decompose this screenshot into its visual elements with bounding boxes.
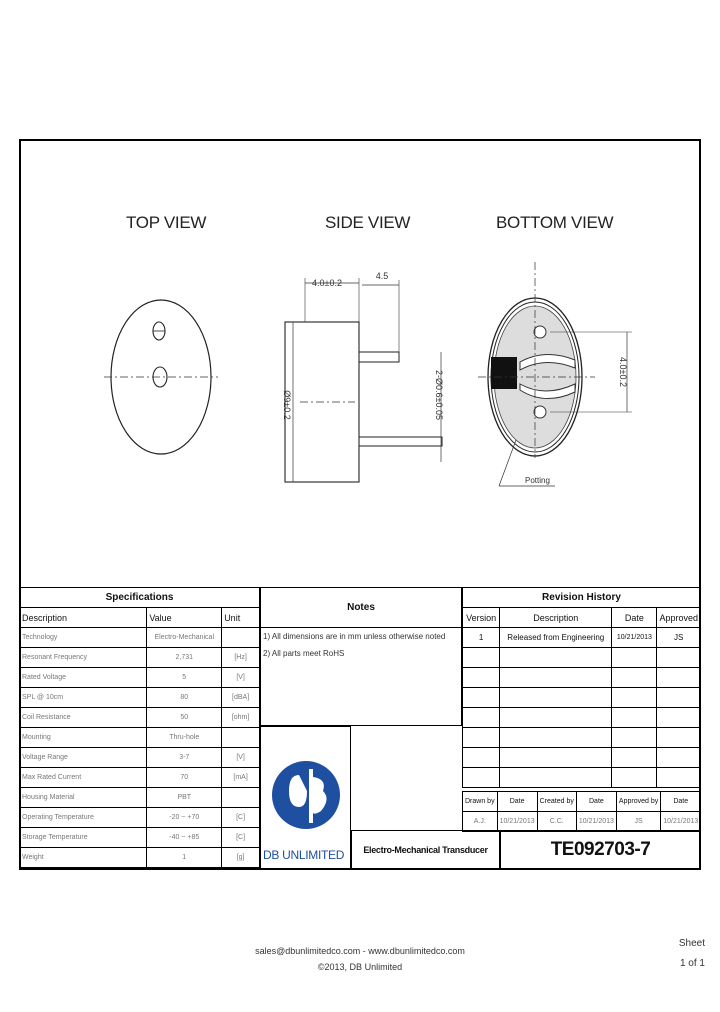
- top-view-title: TOP VIEW: [126, 213, 207, 232]
- created-date: 10/21/2013: [576, 812, 616, 832]
- table-row: Weight 1 [g]: [20, 848, 260, 868]
- dim-pitch: 4.0±0.2: [618, 357, 628, 387]
- table-row: [463, 688, 701, 708]
- table-row: Operating Temperature -20 ~ +70 [C]: [20, 808, 260, 828]
- table-row: Technology Electro-Mechanical: [20, 628, 260, 648]
- signoff-table: [462, 791, 701, 832]
- rev-col-approved: Approved: [657, 608, 701, 628]
- revision-history-table: [462, 587, 701, 788]
- table-row: [463, 728, 701, 748]
- approved-date-label: Date: [661, 792, 701, 812]
- table-row: Resonant Frequency 2,731 [Hz]: [20, 648, 260, 668]
- approved-by: JS: [616, 812, 660, 832]
- drawn-date: 10/21/2013: [497, 812, 537, 832]
- created-by: C.C.: [537, 812, 576, 832]
- table-row: Coil Resistance 50 [ohm]: [20, 708, 260, 728]
- notes-title: Notes: [261, 588, 461, 628]
- table-row: Rated Voltage 5 [V]: [20, 668, 260, 688]
- revision-title: Revision History: [463, 588, 701, 608]
- rev-col-description: Description: [500, 608, 612, 628]
- drawn-by-label: Drawn by: [463, 792, 498, 812]
- top-view-drawing: [104, 300, 218, 454]
- spec-col-description: Description: [20, 608, 147, 628]
- bottom-view-drawing: [478, 262, 632, 486]
- footer-contact: sales@dbunlimitedco.com - www.dbunlimitedco.com: [255, 946, 465, 956]
- created-date-label: Date: [576, 792, 616, 812]
- footer-copyright: ©2013, DB Unlimited: [317, 962, 403, 972]
- dim-width-2: 4.5: [375, 271, 389, 281]
- part-number: TE092703-7: [500, 830, 701, 870]
- created-by-label: Created by: [537, 792, 576, 812]
- table-row: Max Rated Current 70 [mA]: [20, 768, 260, 788]
- approved-by-label: Approved by: [616, 792, 660, 812]
- spec-col-unit: Unit: [222, 608, 260, 628]
- logo-panel: [260, 726, 351, 870]
- table-row: 1 Released from Engineering 10/21/2013 JS: [463, 628, 701, 648]
- approved-date: 10/21/2013: [661, 812, 701, 832]
- table-row: [463, 708, 701, 728]
- table-row: Voltage Range 3-7 [V]: [20, 748, 260, 768]
- note-item: 2) All parts meet RoHS: [263, 649, 345, 658]
- specifications-table: [19, 587, 260, 868]
- rev-col-version: Version: [463, 608, 500, 628]
- specifications-title: Specifications: [20, 588, 260, 608]
- potting-label: Potting: [525, 476, 550, 485]
- table-row: [463, 668, 701, 688]
- table-row: [463, 648, 701, 668]
- logo-text: DB UNLIMITED: [263, 848, 345, 862]
- table-row: SPL @ 10cm 80 [dBA]: [20, 688, 260, 708]
- dim-width-1: 4.0±0.2: [312, 278, 342, 288]
- notes-panel: [260, 587, 462, 726]
- spec-col-value: Value: [147, 608, 222, 628]
- table-row: [463, 748, 701, 768]
- side-view-drawing: [282, 271, 444, 482]
- dim-pin: 2-Ø0.6±0.05: [434, 370, 444, 420]
- bottom-view-title: BOTTOM VIEW: [496, 213, 614, 232]
- table-row: [463, 768, 701, 788]
- product-name: Electro-Mechanical Transducer: [351, 830, 500, 870]
- drawn-date-label: Date: [497, 792, 537, 812]
- sheet-value: 1 of 1: [679, 958, 705, 969]
- drawn-by: A.J.: [463, 812, 498, 832]
- table-row: Housing Material PBT: [20, 788, 260, 808]
- side-view-title: SIDE VIEW: [325, 213, 411, 232]
- note-item: 1) All dimensions are in mm unless otherwise noted: [263, 632, 446, 641]
- dim-diameter: Ø9±0.2: [282, 390, 292, 420]
- rev-col-date: Date: [612, 608, 657, 628]
- sheet-label: Sheet: [678, 938, 705, 949]
- table-row: Storage Temperature -40 ~ +85 [C]: [20, 828, 260, 848]
- table-row: Mounting Thru-hole: [20, 728, 260, 748]
